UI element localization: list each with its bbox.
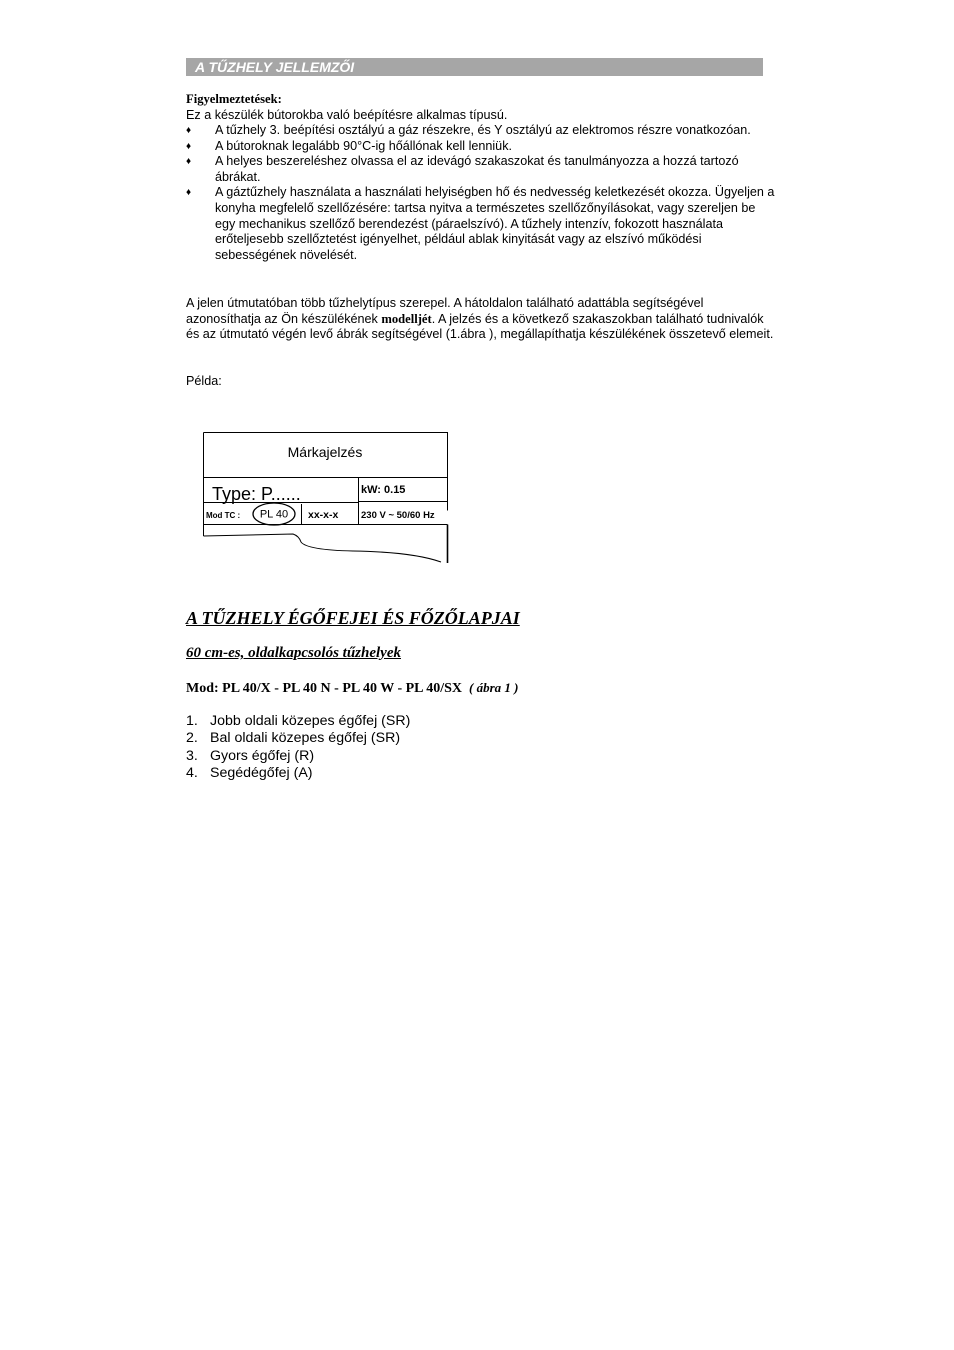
plate-mod-value: PL 40 — [259, 508, 289, 521]
list-item: 1. Jobb oldali közepes égőfej (SR) — [186, 713, 411, 729]
warnings-title: Figyelmeztetések: — [186, 92, 282, 106]
warnings-intro: Ez a készülék bútorokba való beépítésre alkalmas típusú. — [186, 108, 508, 122]
example-label: Példa: — [186, 374, 222, 388]
plate-voltage: 230 V ~ 50/60 Hz — [361, 510, 435, 521]
plate-code: xx-x-x — [308, 509, 339, 521]
warnings-list — [186, 123, 776, 263]
identification-paragraph: A jelen útmutatóban több tűzhelytípus szerepel. A hátoldalon található adattábla segítségével azonosíthatja az Ön készülékének modelljét. A jelzés és a következő szakaszokban található tudnivalók és az útmutató végén levő ábrák segítségével (1.ábra ), megállapíthatja készülékének összetevő elemeit. — [186, 296, 774, 342]
list-item: ♦ A helyes beszereléshez olvassa el az idevágó szakaszokat és tanulmányozza a hozzá tartozó ábrákat. — [186, 154, 739, 184]
list-item: ♦ A tűzhely 3. beépítési osztályú a gáz részekre, és Y osztályú az elektromos részre vonatkozóan. — [186, 123, 751, 137]
list-item: 3. Gyors égőfej (R) — [186, 747, 315, 764]
list-item: 4. Segédégőfej (A) — [186, 764, 313, 781]
rating-plate-diagram — [203, 432, 449, 566]
plate-brand: Márkajelzés — [287, 444, 363, 460]
diamond-bullet-icon: ♦ — [186, 187, 192, 199]
burner-list — [186, 713, 410, 782]
plate-kw: kW: 0.15 — [361, 484, 406, 496]
model-line: Mod: PL 40/X - PL 40 N - PL 40 W - PL 40/SX ( ábra 1 ) — [186, 680, 519, 696]
section-header-bar — [186, 58, 763, 76]
section-header-title: A TŰZHELY JELLEMZŐI — [195, 59, 355, 75]
figure-reference: ( ábra 1 ) — [469, 680, 519, 695]
section-title: A TŰZHELY ÉGŐFEJEI ÉS FŐZŐLAPJAI — [186, 608, 520, 628]
plate-mod-label: Mod TC : — [206, 511, 241, 520]
section-subtitle: 60 cm-es, oldalkapcsolós tűzhelyek — [186, 645, 401, 661]
list-item: ♦ A gáztűzhely használata a használati helyiségben hő és nedvesség keletkezését okozza. Ügyeljen a konyha megfelelő szellőzésére: tartsa nyitva a természetes szellőzőnyílásokat, vagy szereljen be egy mechanikus szellőző berendezést (páraelszívó). A tűzhely intenzív, fokozott használata erőteljesebb szellőztetést igényelhet, például ablak kinyitását vagy az elszívó működési sebességének növelését. — [186, 185, 775, 262]
plate-type: Type: P...... — [212, 484, 301, 504]
model-emphasis: modelljét — [381, 311, 432, 326]
diamond-bullet-icon: ♦ — [186, 140, 192, 152]
list-item: ♦ A bútoroknak legalább 90°C-ig hőállónak kell lenniük. — [186, 138, 512, 153]
diamond-bullet-icon: ♦ — [186, 125, 192, 136]
diamond-bullet-icon: ♦ — [186, 156, 192, 168]
list-item: 2. Bal oldali közepes égőfej (SR) — [186, 730, 401, 747]
